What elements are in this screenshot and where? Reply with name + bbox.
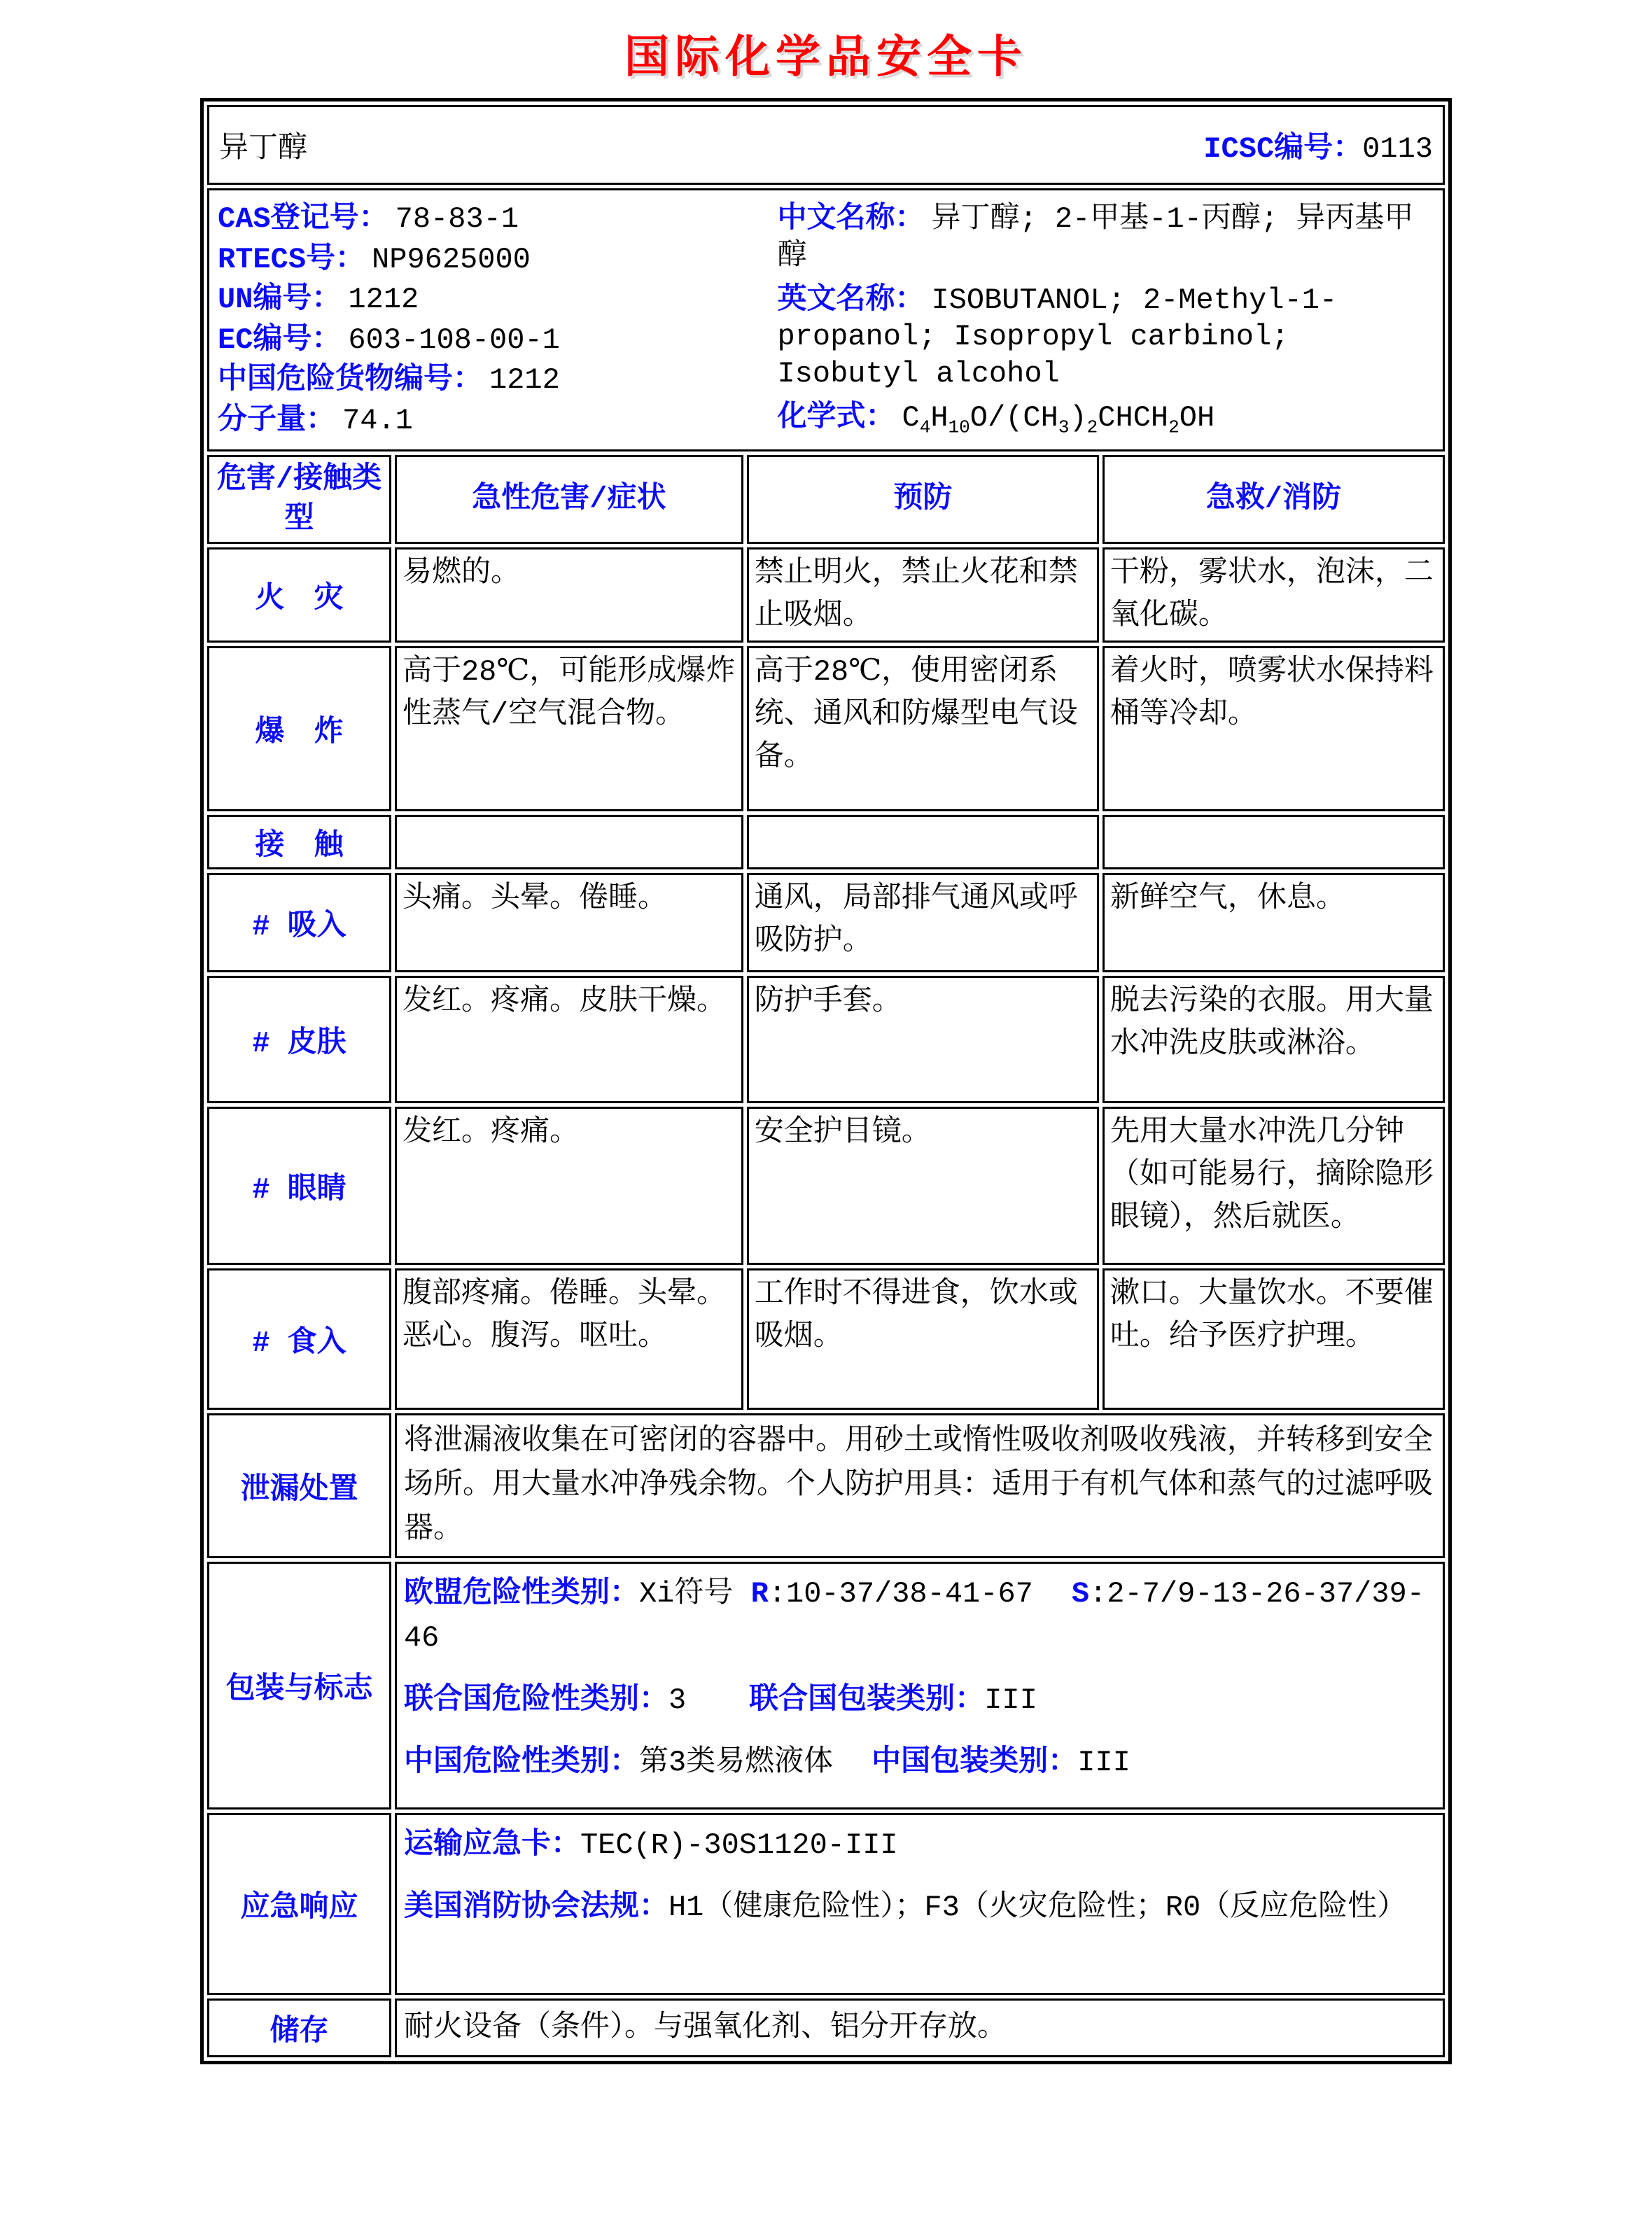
spill-label: 泄漏处置 xyxy=(207,1413,391,1558)
hazard-prevention: 禁止明火，禁止火花和禁止吸烟。 xyxy=(747,547,1099,643)
identifier-label: UN编号： xyxy=(218,283,342,316)
eu-symbol: Xi符号 xyxy=(638,1577,751,1611)
storage-text: 耐火设备（条件）。与强氧化剂、铝分开存放。 xyxy=(395,1998,1445,2057)
hazard-header-prevention: 预防 xyxy=(747,455,1099,544)
identifier-line xyxy=(218,281,777,318)
r-phrases-value: :10-37/38-41-67 xyxy=(768,1577,1033,1611)
english-name-line xyxy=(777,282,1434,393)
identifier-line xyxy=(218,322,777,359)
emergency-content xyxy=(395,1813,1445,1995)
card-header-row xyxy=(207,105,1445,185)
identifier-label: EC编号： xyxy=(218,323,342,357)
identifier-label: CAS登记号： xyxy=(218,202,388,236)
nfpa-label: 美国消防协会法规： xyxy=(403,1891,668,1925)
hazard-row-contact xyxy=(207,815,1445,869)
identifier-value: 74.1 xyxy=(342,403,413,438)
tec-line xyxy=(404,1823,1436,1868)
identifier-value: 1212 xyxy=(489,363,560,397)
cn-class-value: 第3类易燃液体 xyxy=(638,1746,834,1780)
eu-class-label: 欧盟危险性类别： xyxy=(403,1577,639,1611)
hazard-symptoms: 发红。疼痛。皮肤干燥。 xyxy=(395,976,743,1103)
hazard-prevention: 高于28℃，使用密闭系统、通风和防爆型电气设备。 xyxy=(747,646,1099,811)
identifier-label: RTECS号： xyxy=(218,242,365,276)
identifier-value: NP9625000 xyxy=(372,242,531,276)
cn-class-label: 中国危险性类别： xyxy=(403,1746,639,1780)
hazard-label: 接 触 xyxy=(207,815,391,869)
hazard-row-fire xyxy=(207,547,1445,643)
hazard-label: # 食入 xyxy=(207,1268,391,1410)
hazard-prevention: 安全护目镜。 xyxy=(747,1107,1099,1265)
formula-label: 化学式： xyxy=(777,401,895,435)
hazard-response: 着火时，喷雾状水保持料桶等冷却。 xyxy=(1102,646,1445,811)
hazard-label: 火 灾 xyxy=(207,547,391,643)
identifier-line xyxy=(218,201,777,238)
hazard-prevention: 工作时不得进食，饮水或吸烟。 xyxy=(747,1268,1099,1410)
un-class-label: 联合国危险性类别： xyxy=(403,1684,668,1718)
hazard-response: 漱口。大量饮水。不要催吐。给予医疗护理。 xyxy=(1102,1268,1445,1410)
identifier-value: 1212 xyxy=(348,283,419,316)
un-classification-line xyxy=(404,1679,1436,1723)
hazard-header-symptoms: 急性危害/症状 xyxy=(395,455,743,544)
un-class-value: 3 xyxy=(668,1684,687,1718)
hazard-header-type: 危害/接触类型 xyxy=(207,455,391,544)
hazard-label: # 眼睛 xyxy=(207,1107,391,1265)
r-phrases-label: R xyxy=(750,1577,769,1611)
hazard-prevention xyxy=(747,815,1099,869)
hazard-response: 脱去污染的衣服。用大量水冲洗皮肤或淋浴。 xyxy=(1102,976,1445,1103)
hazard-header-row xyxy=(207,455,1445,544)
icsc-number-group xyxy=(1203,124,1433,166)
tec-value: TEC(R)-30S1120-III xyxy=(580,1828,898,1863)
hazard-symptoms: 高于28℃，可能形成爆炸性蒸气/空气混合物。 xyxy=(395,646,743,811)
cn-pack-value: III xyxy=(1077,1746,1130,1780)
emergency-row xyxy=(207,1813,1445,1995)
hazard-symptoms: 头痛。头晕。倦睡。 xyxy=(395,873,743,972)
nfpa-line xyxy=(404,1886,1436,1930)
identifier-label: 中国危险货物编号： xyxy=(218,363,483,397)
hazard-label: 爆 炸 xyxy=(207,646,391,811)
safety-card xyxy=(200,98,1452,2064)
cn-classification-line xyxy=(404,1741,1436,1785)
identification-cell xyxy=(207,188,1445,451)
hazard-response: 干粉，雾状水，泡沫，二氧化碳。 xyxy=(1102,547,1445,643)
hazard-row-eyes xyxy=(207,1107,1445,1265)
hazard-prevention: 防护手套。 xyxy=(747,976,1099,1103)
identifier-line xyxy=(218,402,777,440)
packaging-row xyxy=(207,1562,1445,1809)
identifier-value: 603-108-00-1 xyxy=(348,323,560,357)
english-name-value: ISOBUTANOL; 2-Methyl-1-propanol; Isopropyl carbinol; Isobutyl alcohol xyxy=(777,283,1338,391)
emergency-label: 应急响应 xyxy=(207,1813,391,1995)
hazard-label: # 吸入 xyxy=(207,873,391,972)
hazard-header-response: 急救/消防 xyxy=(1102,455,1445,544)
hazard-row-ingestion xyxy=(207,1268,1445,1410)
hazard-symptoms xyxy=(395,815,743,869)
identifier-line xyxy=(218,241,777,279)
chinese-name-value: 异丁醇; 2-甲基-1-丙醇; 异丙基甲醇 xyxy=(777,202,1414,273)
s-phrases-label: S xyxy=(1071,1577,1090,1611)
document-title: 国际化学品安全卡 xyxy=(624,32,1028,82)
icsc-number: 0113 xyxy=(1362,132,1433,166)
identifier-value: 78-83-1 xyxy=(395,202,519,236)
spill-text: 将泄漏液收集在可密闭的容器中。用砂土或惰性吸收剂吸收残液，并转移到安全场所。用大量水冲净残余物。个人防护用具：适用于有机气体和蒸气的过滤呼吸器。 xyxy=(395,1413,1445,1558)
hazard-symptoms: 腹部疼痛。倦睡。头晕。恶心。腹泻。呕吐。 xyxy=(395,1268,743,1410)
chemical-formula: $C_4H_{10}O/(CH_3)_2CHCH_2OH$ xyxy=(902,401,1215,438)
icsc-label: ICSC编号： xyxy=(1203,132,1363,166)
substance-name: 异丁醇 xyxy=(219,132,308,166)
safety-card-table xyxy=(204,102,1448,2061)
hazard-prevention: 通风，局部排气通风或呼吸防护。 xyxy=(747,873,1099,972)
eu-classification-line xyxy=(404,1572,1436,1660)
identifier-label: 分子量： xyxy=(218,403,336,438)
chinese-name-line xyxy=(777,201,1434,274)
storage-label: 储存 xyxy=(207,1998,391,2057)
storage-row xyxy=(207,1998,1445,2057)
english-name-label: 英文名称： xyxy=(777,283,925,317)
s-phrases-value: :2-7/9-13-26-37/39-46 xyxy=(403,1577,1424,1656)
identification-row xyxy=(207,188,1445,451)
tec-label: 运输应急卡： xyxy=(403,1828,580,1863)
hazard-symptoms: 易燃的。 xyxy=(395,547,743,643)
chinese-name-label: 中文名称： xyxy=(777,202,925,236)
un-pack-label: 联合国包装类别： xyxy=(749,1684,985,1718)
nfpa-value: H1（健康危险性）；F3（火灾危险性；R0（反应危险性） xyxy=(668,1891,1407,1925)
hazard-label: # 皮肤 xyxy=(207,976,391,1103)
formula-line xyxy=(777,400,1434,439)
cn-pack-label: 中国包装类别： xyxy=(872,1746,1078,1780)
hazard-response: 先用大量水冲洗几分钟（如可能易行，摘除隐形眼镜），然后就医。 xyxy=(1102,1107,1445,1265)
hazard-response xyxy=(1102,815,1445,869)
identifier-list xyxy=(218,197,777,442)
spill-row xyxy=(207,1413,1445,1558)
hazard-response: 新鲜空气，休息。 xyxy=(1102,873,1445,972)
name-list xyxy=(777,197,1434,442)
identifier-line xyxy=(218,362,777,399)
packaging-label: 包装与标志 xyxy=(207,1562,391,1809)
hazard-row-explosion xyxy=(207,646,1445,811)
packaging-content xyxy=(395,1562,1445,1809)
card-header-cell xyxy=(207,105,1445,185)
hazard-symptoms: 发红。疼痛。 xyxy=(395,1107,743,1265)
hazard-row-skin xyxy=(207,976,1445,1103)
un-pack-value: III xyxy=(984,1684,1037,1718)
hazard-row-inhalation xyxy=(207,873,1445,972)
